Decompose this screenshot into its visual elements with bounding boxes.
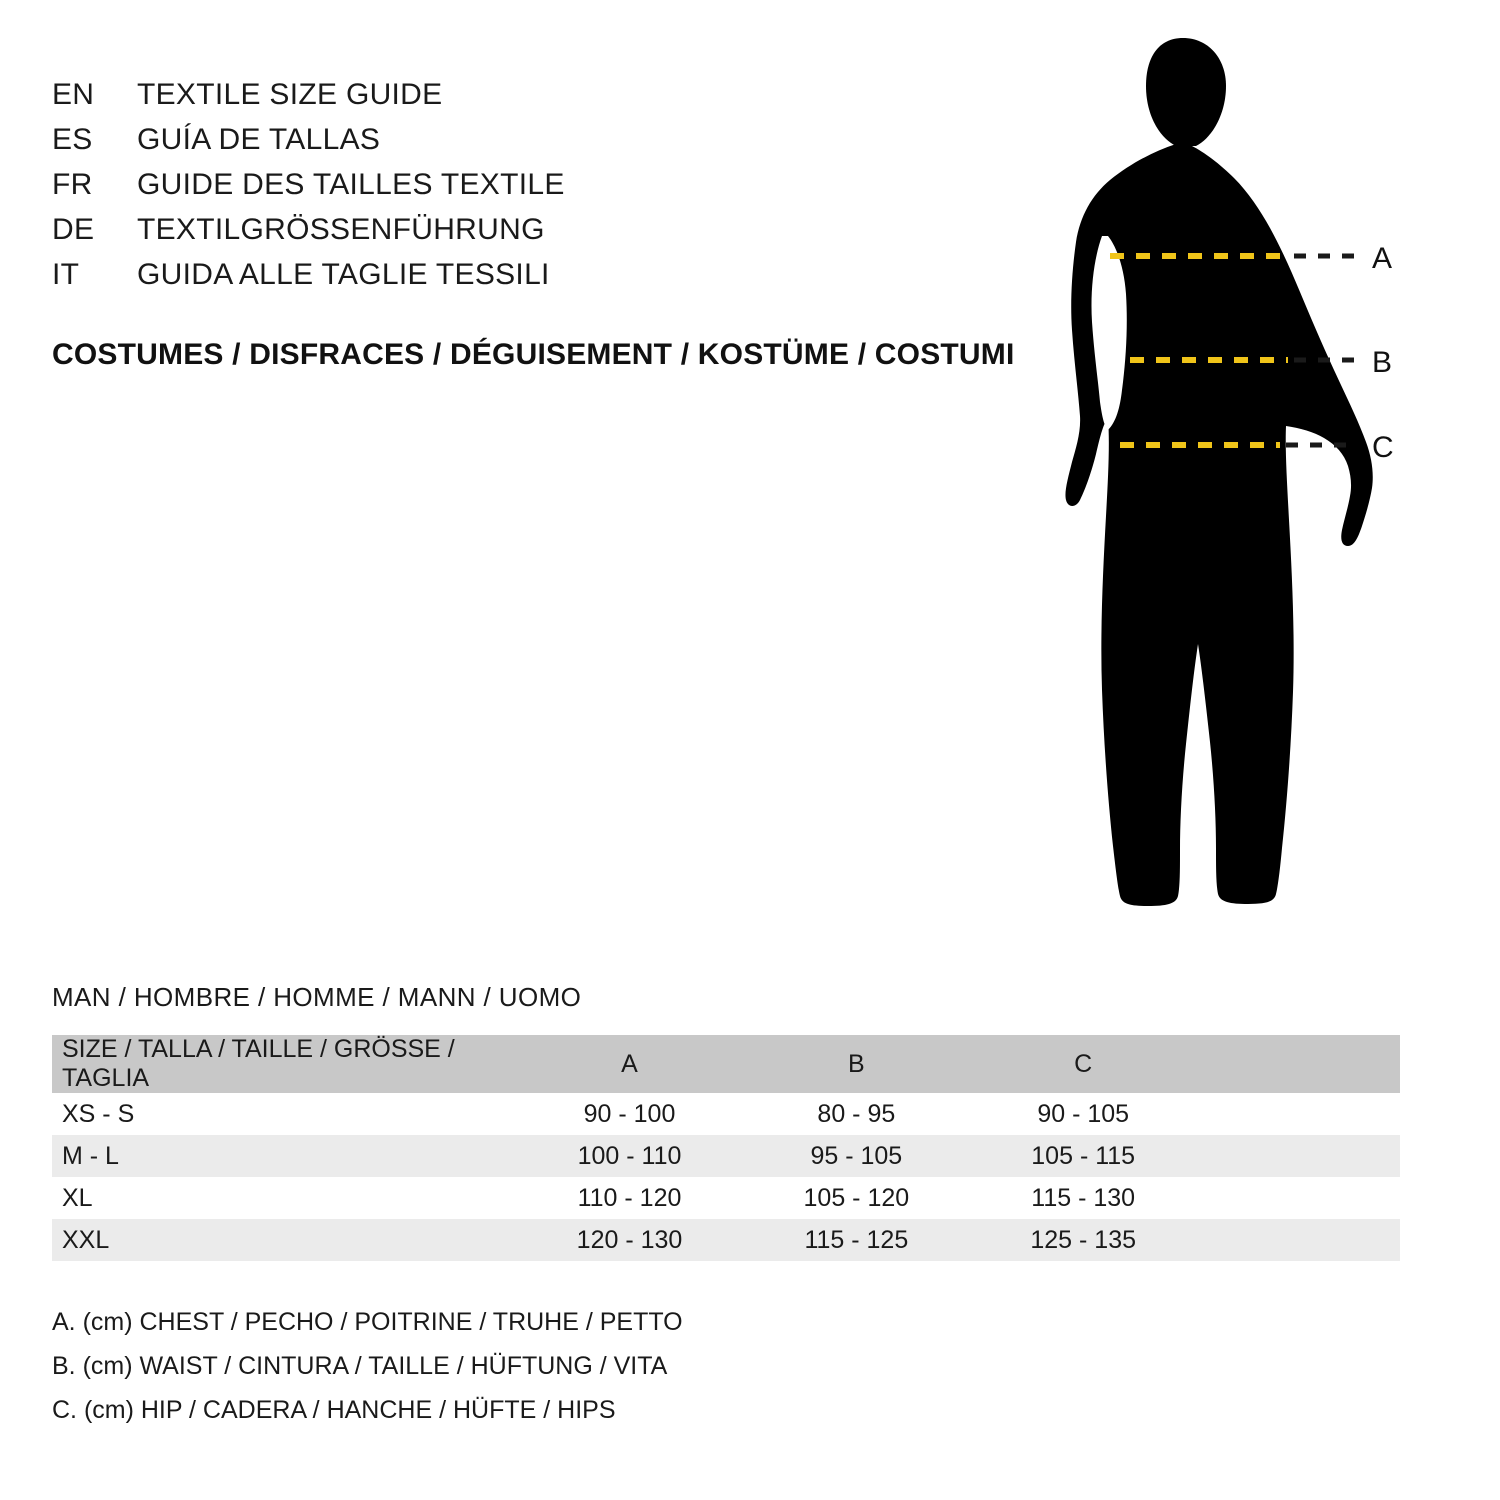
- row-size-label: XS - S: [52, 1093, 516, 1135]
- language-text-fr: GUIDE DES TAILLES TEXTILE: [137, 168, 565, 201]
- language-code-fr: FR: [52, 168, 93, 201]
- language-code-en: EN: [52, 78, 95, 111]
- row-value-b: 105 - 120: [743, 1177, 970, 1219]
- row-spacer: [1197, 1219, 1400, 1261]
- marker-label-a: A: [1372, 242, 1393, 275]
- table-row: [52, 1093, 1400, 1135]
- language-row-it: [52, 252, 1032, 297]
- language-row-es: [52, 117, 1032, 162]
- row-size-label: XXL: [52, 1219, 516, 1261]
- costumes-subtitle: COSTUMES / DISFRACES / DÉGUISEMENT / KOSTÜME / COSTUMI: [52, 338, 1015, 371]
- table-row: [52, 1219, 1400, 1261]
- language-code-de: DE: [52, 213, 95, 246]
- row-spacer: [1197, 1177, 1400, 1219]
- row-value-c: 115 - 130: [970, 1177, 1197, 1219]
- column-header-a: A: [516, 1035, 743, 1093]
- marker-label-b: B: [1372, 346, 1393, 379]
- size-table: [52, 1035, 1400, 1261]
- column-header-size: SIZE / TALLA / TAILLE / GRÖSSE / TAGLIA: [52, 1035, 516, 1093]
- language-row-fr: [52, 162, 1032, 207]
- column-header-spacer: [1197, 1035, 1400, 1093]
- silhouette-shape: [1065, 38, 1372, 906]
- legend-line-b: B. (cm) WAIST / CINTURA / TAILLE / HÜFTUNG / VITA: [52, 1352, 668, 1380]
- row-spacer: [1197, 1093, 1400, 1135]
- row-value-a: 90 - 100: [516, 1093, 743, 1135]
- row-value-a: 120 - 130: [516, 1219, 743, 1261]
- table-row: [52, 1177, 1400, 1219]
- language-text-de: TEXTILGRÖSSENFÜHRUNG: [137, 213, 545, 246]
- row-value-a: 100 - 110: [516, 1135, 743, 1177]
- row-value-b: 80 - 95: [743, 1093, 970, 1135]
- row-value-a: 110 - 120: [516, 1177, 743, 1219]
- column-header-b: B: [743, 1035, 970, 1093]
- column-header-c: C: [970, 1035, 1197, 1093]
- language-list: [52, 72, 1032, 297]
- row-value-c: 90 - 105: [970, 1093, 1197, 1135]
- legend-line-c: C. (cm) HIP / CADERA / HANCHE / HÜFTE / HIPS: [52, 1396, 616, 1424]
- table-header-row: [52, 1035, 1400, 1093]
- body-silhouette-figure: [980, 30, 1450, 930]
- row-value-c: 125 - 135: [970, 1219, 1197, 1261]
- row-value-b: 95 - 105: [743, 1135, 970, 1177]
- table-title: MAN / HOMBRE / HOMME / MANN / UOMO: [52, 982, 582, 1012]
- language-text-es: GUÍA DE TALLAS: [137, 123, 381, 156]
- language-row-de: [52, 207, 1032, 252]
- marker-label-c: C: [1372, 431, 1394, 464]
- language-text-en: TEXTILE SIZE GUIDE: [137, 78, 443, 111]
- row-size-label: M - L: [52, 1135, 516, 1177]
- table-row: [52, 1135, 1400, 1177]
- row-value-b: 115 - 125: [743, 1219, 970, 1261]
- language-text-it: GUIDA ALLE TAGLIE TESSILI: [137, 258, 550, 291]
- row-spacer: [1197, 1135, 1400, 1177]
- row-size-label: XL: [52, 1177, 516, 1219]
- row-value-c: 105 - 115: [970, 1135, 1197, 1177]
- legend-line-a: A. (cm) CHEST / PECHO / POITRINE / TRUHE / PETTO: [52, 1308, 683, 1336]
- language-code-es: ES: [52, 123, 93, 156]
- language-code-it: IT: [52, 258, 80, 291]
- measurement-legend: [52, 1300, 683, 1432]
- language-row-en: [52, 72, 1032, 117]
